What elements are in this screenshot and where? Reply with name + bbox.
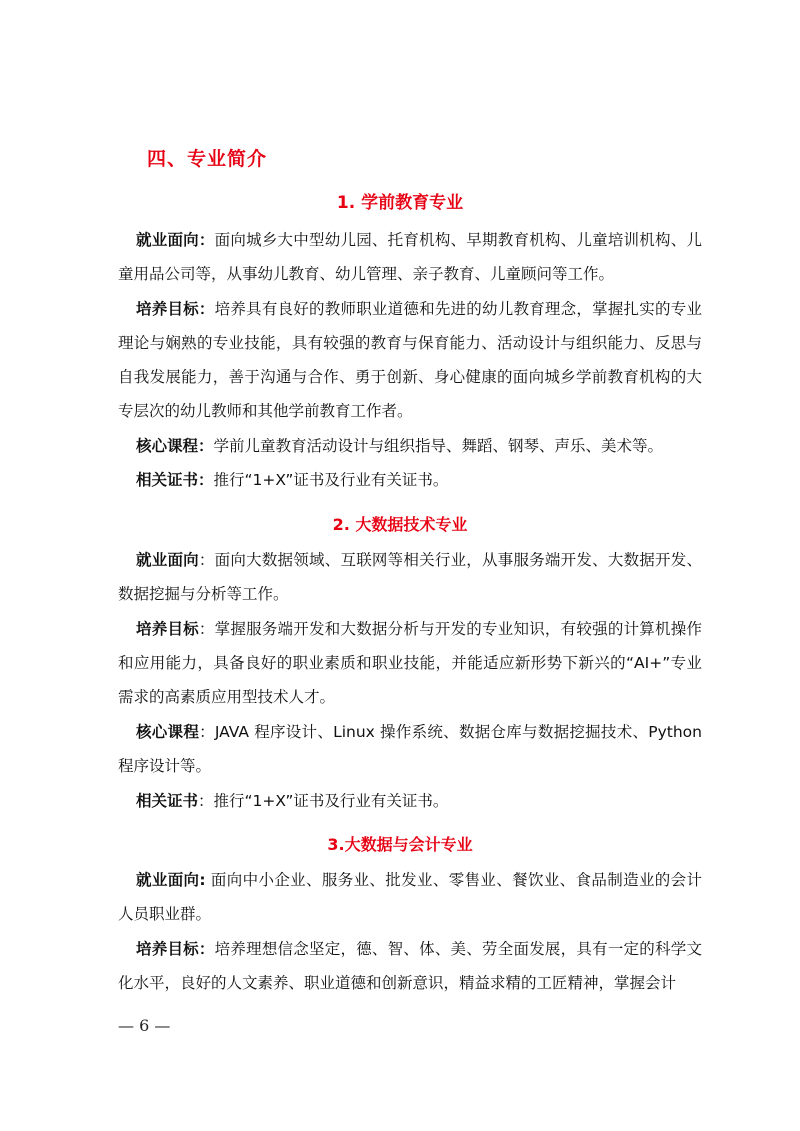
major-1-goal bbox=[118, 292, 702, 428]
major-3-goal bbox=[118, 932, 702, 1000]
label-courses: 核心课程： bbox=[136, 437, 214, 455]
label-goal: 培养目标： bbox=[136, 940, 215, 958]
label-certs: 相关证书 bbox=[136, 792, 199, 810]
text-courses: 学前儿童教育活动设计与组织指导、舞蹈、钢琴、声乐、美术等。 bbox=[213, 437, 664, 455]
label-employment: 就业面向: bbox=[136, 871, 206, 889]
text-employment: ：面向大数据领域、互联网等相关行业，从事服务端开发、大数据开发、数据挖掘与分析等工作。 bbox=[118, 551, 702, 603]
major-1-employment bbox=[118, 223, 702, 291]
label-goal: 培养目标： bbox=[136, 300, 215, 318]
label-goal: 培养目标 bbox=[136, 620, 199, 638]
major-2-goal bbox=[118, 612, 702, 714]
major-2-courses bbox=[118, 715, 702, 783]
major-1-certs bbox=[118, 463, 702, 497]
page-number: — 6 — bbox=[118, 1016, 171, 1035]
major-title-1: 1. 学前教育专业 bbox=[336, 193, 464, 213]
text-goal: 培养具有良好的教师职业道德和先进的幼儿教育理念，掌握扎实的专业理论与娴熟的专业技能，具有较强的教育与保育能力、活动设计与组织能力、反思与自我发展能力，善于沟通与合作、勇于创新、身心健康的面向城乡学前教育机构的大专层次的幼儿教师和其他学前教育工作者。 bbox=[118, 300, 702, 420]
text-certs: 推行“1+X”证书及行业有关证书。 bbox=[213, 471, 449, 489]
section-title: 四、专业简介 bbox=[147, 148, 268, 170]
major-2-employment bbox=[118, 543, 702, 611]
text-certs: ：推行“1+X”证书及行业有关证书。 bbox=[198, 792, 449, 810]
text-goal: ：掌握服务端开发和大数据分析与开发的专业知识，有较强的计算机操作和应用能力，具备良好的职业素质和职业技能，并能适应新形势下新兴的“AI+”专业需求的高素质应用型技术人才。 bbox=[118, 620, 702, 706]
text-employment: 面向城乡大中型幼儿园、托育机构、早期教育机构、儿童培训机构、儿童用品公司等，从事幼儿教育、幼儿管理、亲子教育、儿童顾问等工作。 bbox=[118, 231, 702, 283]
text-employment: 面向中小企业、服务业、批发业、零售业、餐饮业、食品制造业的会计人员职业群。 bbox=[118, 871, 703, 923]
major-title-3: 3.大数据与会计专业 bbox=[327, 835, 473, 854]
text-goal: 培养理想信念坚定，德、智、体、美、劳全面发展，具有一定的科学文化水平，良好的人文素养、职业道德和创新意识，精益求精的工匠精神，掌握会计 bbox=[118, 940, 702, 992]
label-employment: 就业面向 bbox=[136, 551, 199, 569]
label-certs: 相关证书： bbox=[136, 471, 214, 489]
major-3-employment bbox=[118, 863, 702, 931]
major-title-2: 2. 大数据技术专业 bbox=[332, 515, 468, 534]
major-2-certs bbox=[118, 784, 702, 818]
label-employment: 就业面向： bbox=[136, 231, 215, 249]
major-1-courses bbox=[118, 429, 702, 463]
label-courses: 核心课程 bbox=[136, 723, 200, 741]
text-courses: ：JAVA 程序设计、Linux 操作系统、数据仓库与数据挖掘技术、Python 程序设计等。 bbox=[118, 723, 702, 775]
